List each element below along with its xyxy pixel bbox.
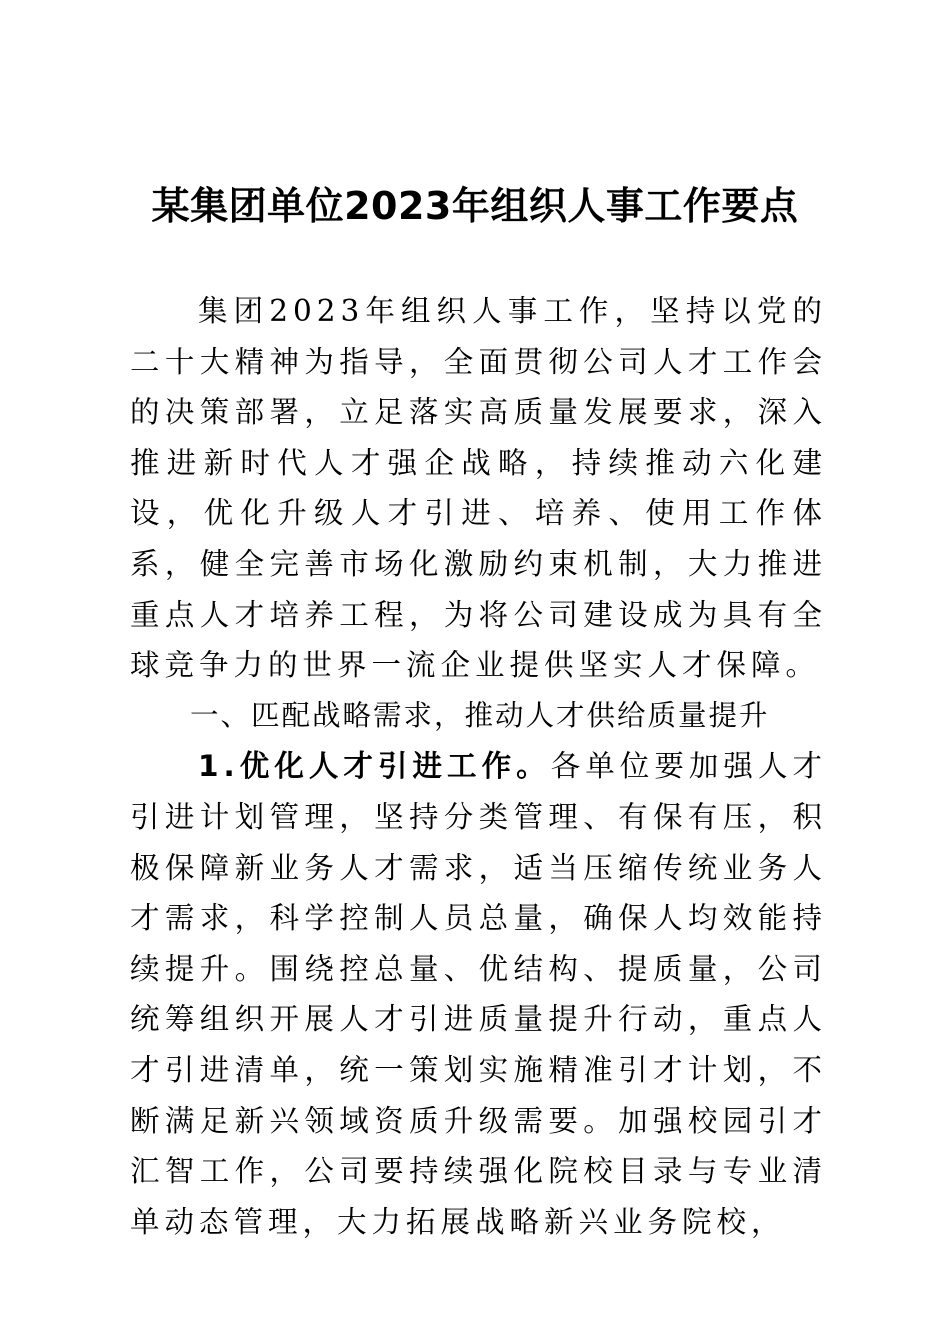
intro-paragraph: 集团2023年组织人事工作，坚持以党的二十大精神为指导，全面贯彻公司人才工作会的决策部署，立足落实高质量发展要求，深入推进新时代人才强企战略，持续推动六化建设，优化升级人才引进、培养、使用工作体系，健全完善市场化激励约束机制，大力推进重点人才培养工程，为将公司建设成为具有全球竞争力的世界一流企业提供坚实人才保障。 <box>130 294 827 683</box>
item-text: 各单位要加强人才引进计划管理，坚持分类管理、有保有压，积极保障新业务人才需求，适当压缩传统业务人才需求，科学控制人员总量，确保人均效能持续提升。围绕控总量、优结构、提质量，公司统筹组织开展人才引进质量提升行动，重点人才引进清单，统一策划实施精准引才计划，不断满足新兴领域资质升级需要。加强校园引才汇智工作，公司要持续强化院校目录与专业清单动态管理，大力拓展战略新兴业务院校， <box>130 749 827 1239</box>
document-title: 某集团单位2023年组织人事工作要点 <box>151 184 799 228</box>
item-lead: 1.优化人才引进工作。 <box>198 749 551 784</box>
document-body <box>130 286 827 1247</box>
section-item-paragraph <box>130 741 827 1247</box>
section-heading: 一、匹配战略需求，推动人才供给质量提升 <box>190 698 770 732</box>
